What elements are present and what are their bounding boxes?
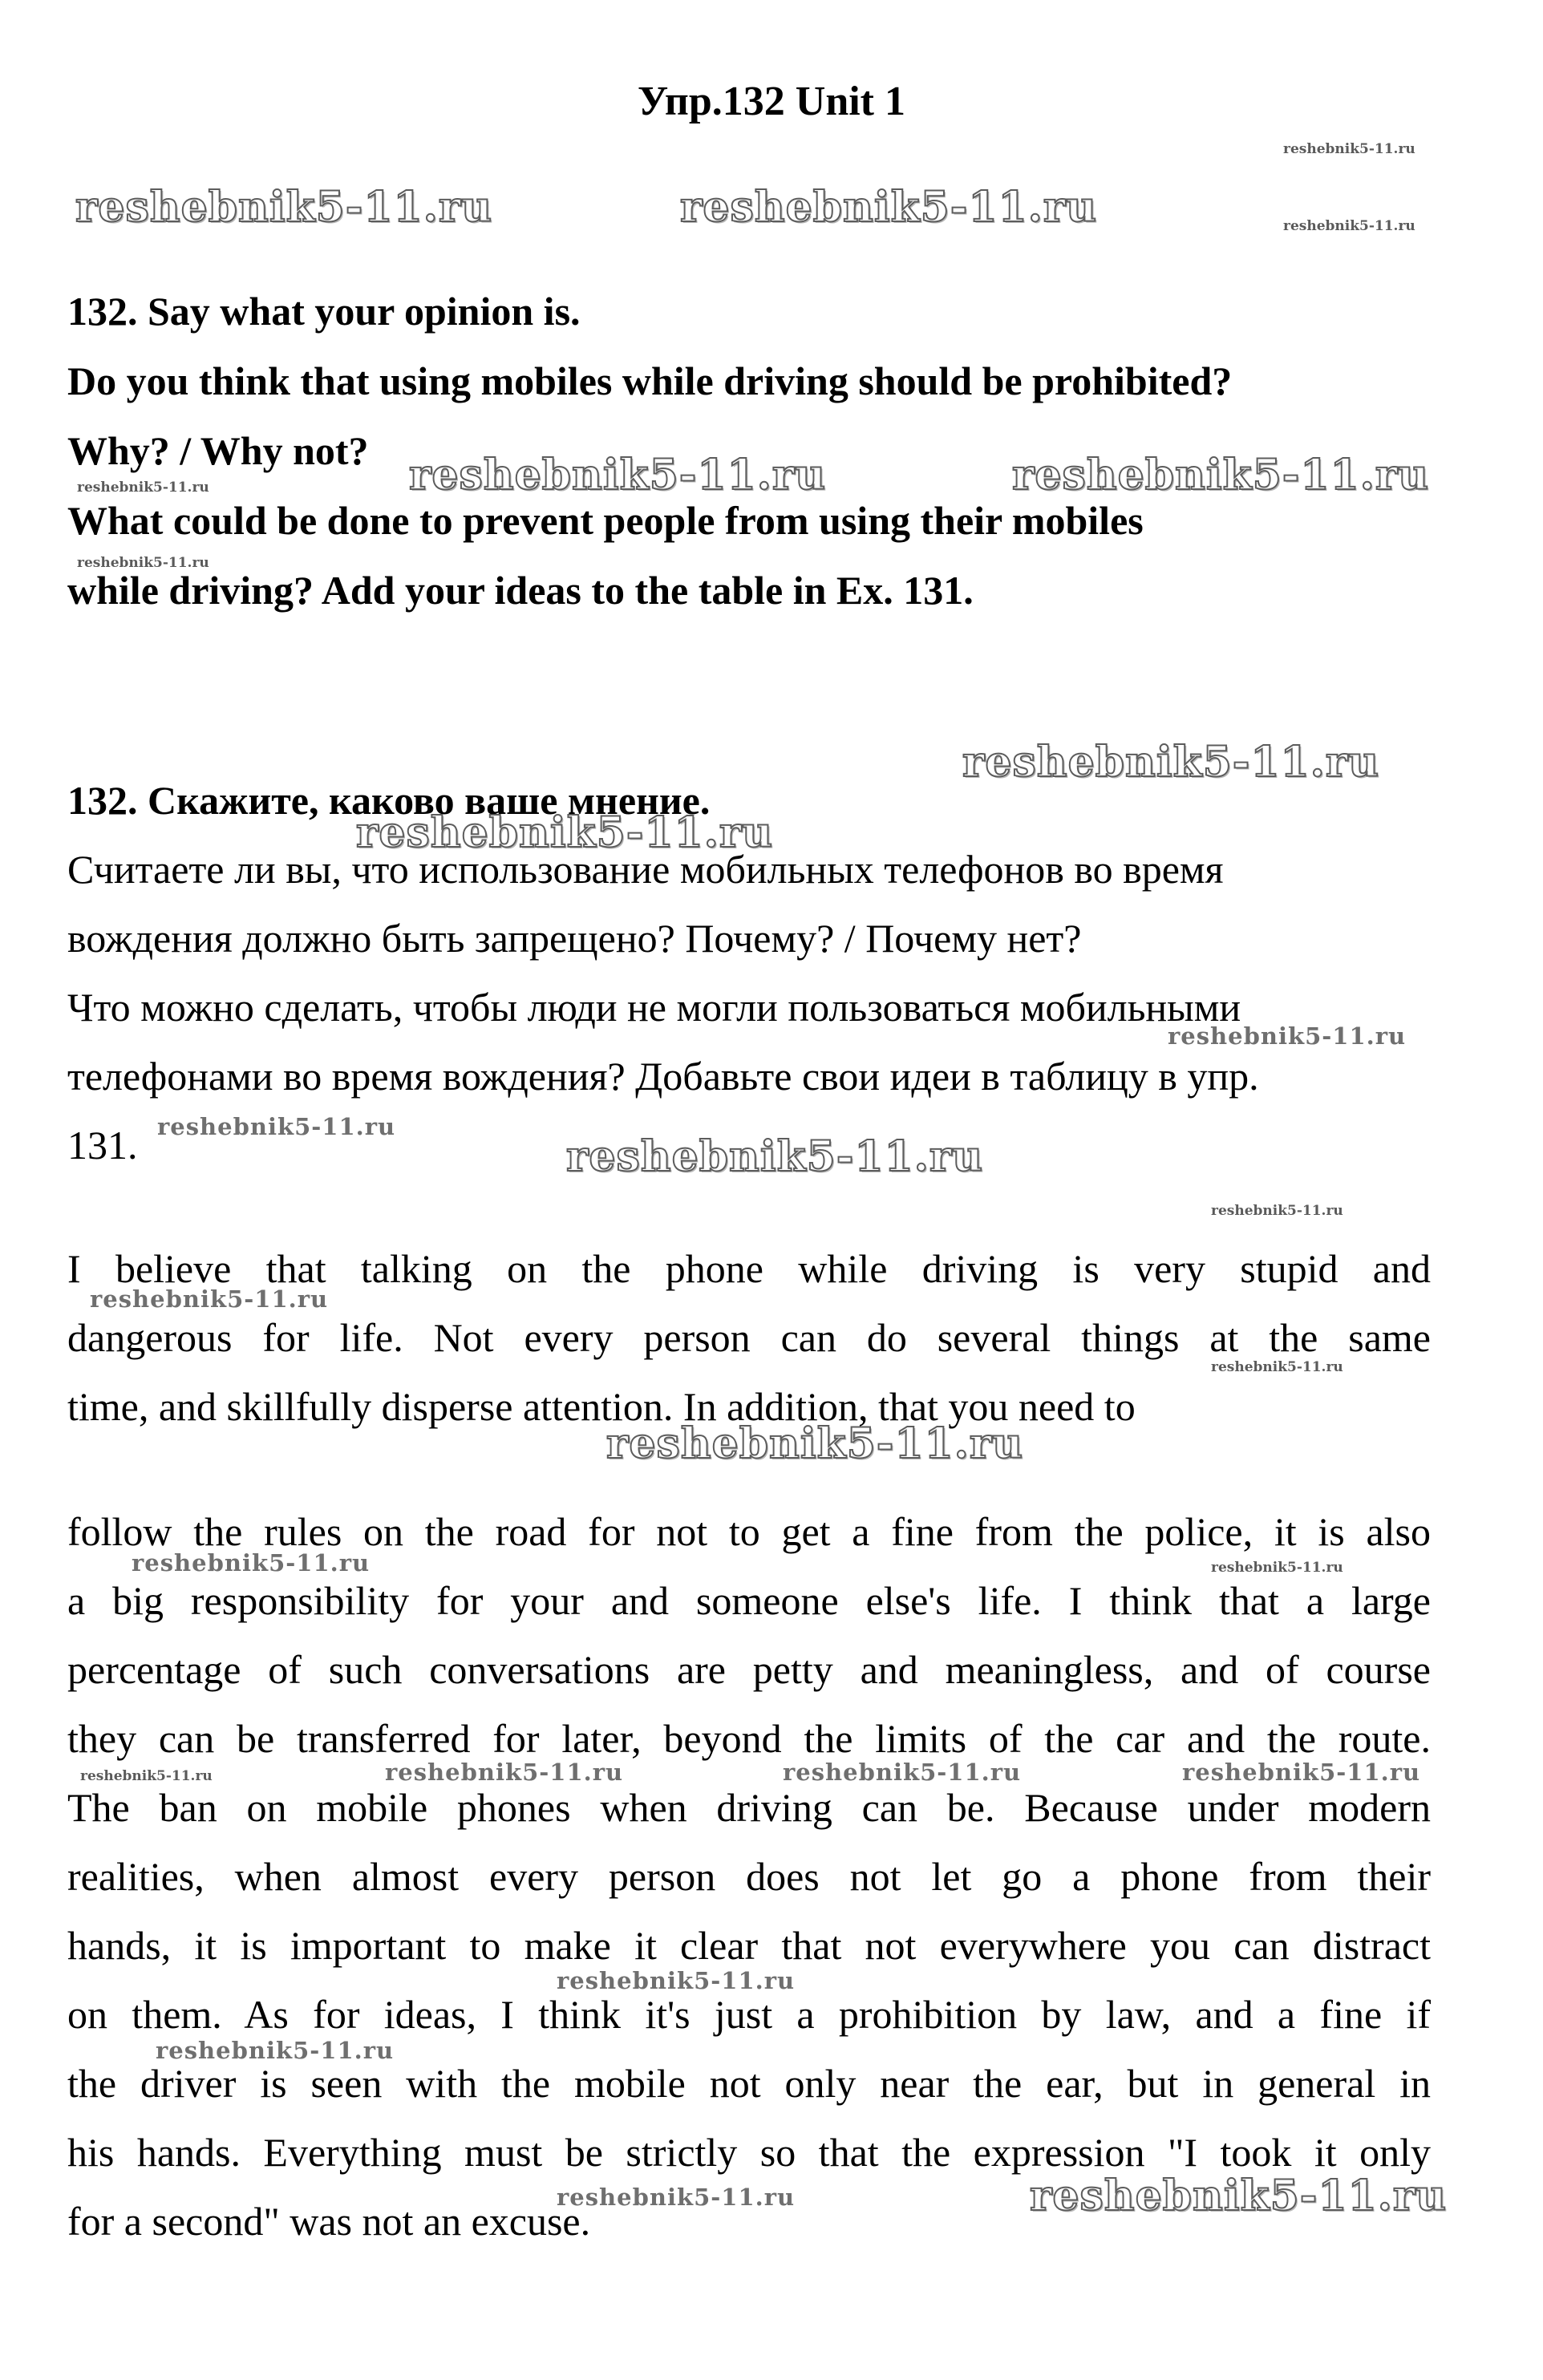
- watermark: reshebnik5-11.ru: [1168, 1022, 1407, 1050]
- task-en-line: while driving? Add your ideas to the table in Ex. 131.: [67, 568, 974, 613]
- task-ru-line: вождения должно быть запрещено? Почему? / Почему нет?: [67, 916, 1082, 961]
- answer-line: for a second" was not an excuse.: [67, 2199, 591, 2244]
- watermark: reshebnik5-11.ru: [385, 1759, 624, 1786]
- watermark: reshebnik5-11.ru: [132, 1549, 371, 1577]
- task-en-line: What could be done to prevent people from using their mobiles: [67, 498, 1144, 543]
- watermark: reshebnik5-11.ru: [1182, 1759, 1421, 1786]
- answer-line: time, and skillfully disperse attention. In addition, that you need to: [67, 1384, 1136, 1429]
- watermark: reshebnik5-11.ru: [80, 1768, 213, 1784]
- watermark: reshebnik5-11.ru: [557, 1967, 796, 1994]
- answer-line: I believe that talking on the phone while driving is very stupid and: [67, 1246, 1431, 1291]
- answer-line: the driver is seen with the mobile not only near the ear, but in general in: [67, 2061, 1431, 2106]
- watermark: reshebnik5-11.ru: [75, 183, 493, 232]
- watermark: reshebnik5-11.ru: [1211, 1359, 1343, 1375]
- watermark: reshebnik5-11.ru: [1283, 141, 1415, 157]
- answer-line: follow the rules on the road for not to get a fine from the police, it is also: [67, 1509, 1431, 1554]
- answer-line: on them. As for ideas, I think it's just a prohibition by law, and a fine if: [67, 1992, 1431, 2037]
- watermark: reshebnik5-11.ru: [962, 738, 1380, 787]
- answer-line: dangerous for life. Not every person can do several things at the same: [67, 1315, 1431, 1360]
- watermark: reshebnik5-11.ru: [566, 1132, 984, 1181]
- watermark: reshebnik5-11.ru: [1030, 2172, 1448, 2220]
- answer-line: percentage of such conversations are petty and meaningless, and of course: [67, 1647, 1431, 1692]
- task-ru-line: 131.: [67, 1123, 138, 1168]
- watermark: reshebnik5-11.ru: [1283, 218, 1415, 234]
- watermark: reshebnik5-11.ru: [680, 183, 1098, 232]
- watermark: reshebnik5-11.ru: [77, 555, 209, 571]
- watermark: reshebnik5-11.ru: [1211, 1203, 1343, 1219]
- answer-line: they can be transferred for later, beyond the limits of the car and the route.: [67, 1716, 1431, 1761]
- watermark: reshebnik5-11.ru: [557, 2184, 796, 2211]
- task-en-heading: 132. Say what your opinion is.: [67, 289, 581, 334]
- watermark: reshebnik5-11.ru: [156, 2037, 395, 2064]
- answer-line: hands, it is important to make it clear that not everywhere you can distract: [67, 1923, 1431, 1968]
- watermark: reshebnik5-11.ru: [356, 808, 774, 857]
- task-en-line: Do you think that using mobiles while driving should be prohibited?: [67, 358, 1233, 403]
- watermark: reshebnik5-11.ru: [783, 1759, 1022, 1786]
- answer-line: his hands. Everything must be strictly so that the expression "I took it only: [67, 2130, 1431, 2175]
- watermark: reshebnik5-11.ru: [77, 480, 209, 496]
- task-ru-line: телефонами во время вождения? Добавьте свои идеи в таблицу в упр.: [67, 1054, 1259, 1099]
- task-ru-heading: 132. Скажите, каково ваше мнение.: [67, 778, 711, 823]
- answer-line: The ban on mobile phones when driving can be. Because under modern: [67, 1785, 1431, 1830]
- answer-line: a big responsibility for your and someone else's life. I think that a large: [67, 1578, 1431, 1623]
- answer-line: realities, when almost every person does not let go a phone from their: [67, 1854, 1431, 1899]
- watermark: reshebnik5-11.ru: [1211, 1560, 1343, 1576]
- watermark: reshebnik5-11.ru: [606, 1419, 1024, 1468]
- watermark: reshebnik5-11.ru: [1012, 451, 1430, 500]
- watermark: reshebnik5-11.ru: [409, 451, 827, 500]
- watermark: reshebnik5-11.ru: [90, 1285, 329, 1313]
- task-en-line: Why? / Why not?: [67, 428, 369, 473]
- task-ru-line: Считаете ли вы, что использование мобильных телефонов во время: [67, 847, 1224, 892]
- page-title: Упр.132 Unit 1: [637, 79, 905, 124]
- watermark: reshebnik5-11.ru: [157, 1113, 396, 1140]
- task-ru-line: Что можно сделать, чтобы люди не могли пользоваться мобильными: [67, 985, 1241, 1030]
